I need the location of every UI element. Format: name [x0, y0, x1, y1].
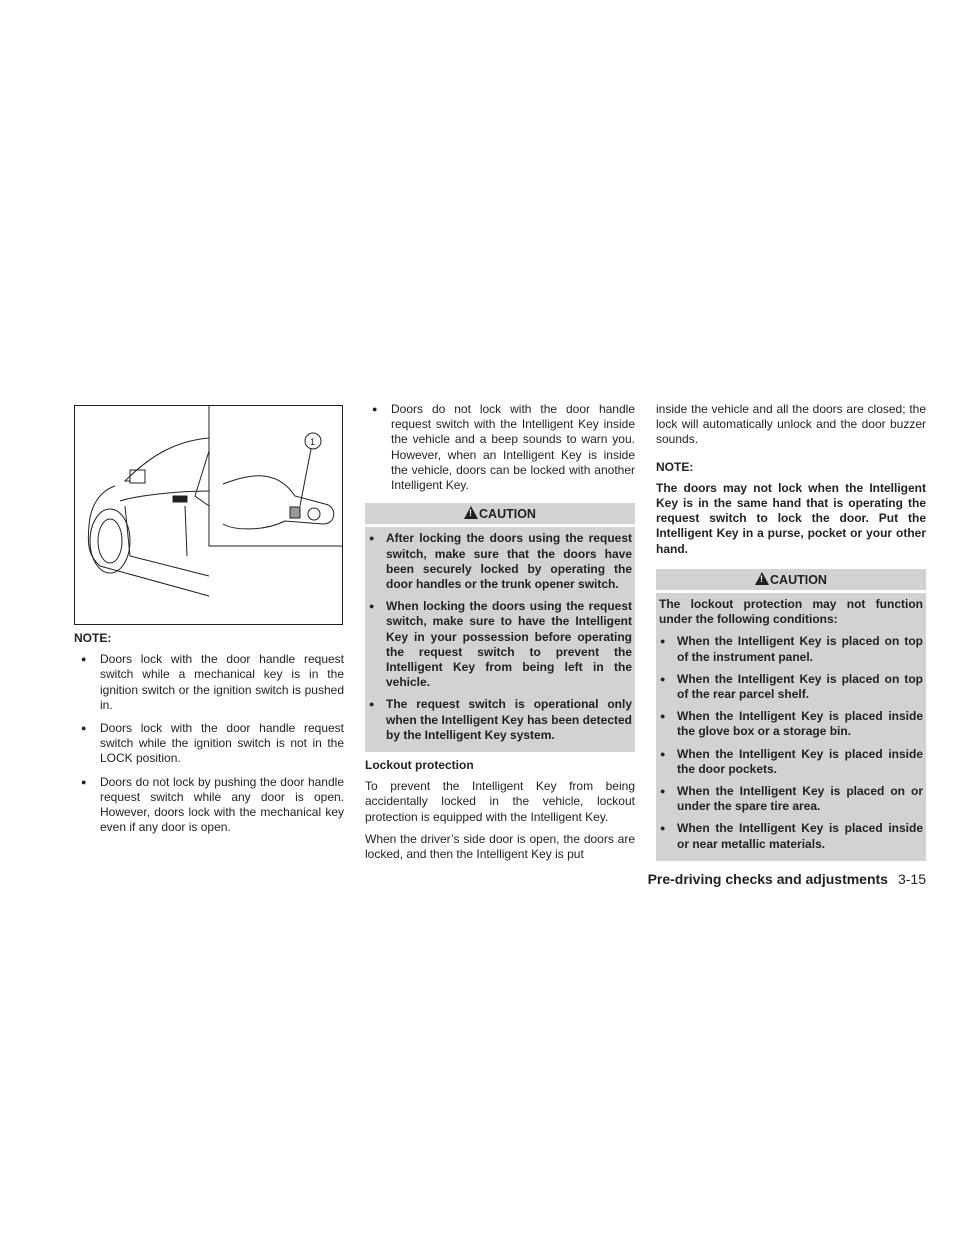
caution-item: ● When the Intelligent Key is placed inside the glove box or a storage bin. — [659, 709, 923, 739]
paragraph: inside the vehicle and all the doors are closed; the lock will automatically unlock and the door buzzer sounds. — [656, 402, 926, 447]
list-item: ● Doors do not lock with the door handle request switch with the Intelligent Key inside the vehicle and a beep sounds to warn you. However, when an Intelligent Key is inside the vehicle, doors can be locked with another Intelligent Key. — [365, 402, 635, 493]
caution-item: ● When the Intelligent Key is placed inside the door pockets. — [659, 747, 923, 777]
warning-triangle-icon — [464, 506, 478, 519]
list-item: ● Doors do not lock by pushing the door handle request switch while any door is open. However, doors lock with the mechanical key even if any door is open. — [74, 775, 344, 836]
caution-box — [365, 503, 635, 752]
note-text: The doors may not lock when the Intelligent Key is in the same hand that is operating the request switch to lock the door. Put the Intelligent Key in a purse, pocket or your other hand. — [656, 480, 926, 556]
caution-item: ● When locking the doors using the request switch, make sure to have the Intelligent Key in your possession before operating the request switch to prevent the Intelligent Key from being left in the vehicle. — [368, 599, 632, 690]
note-label: NOTE: — [656, 459, 694, 474]
caution-item: ● When the Intelligent Key is placed inside or near metallic materials. — [659, 821, 923, 851]
middle-column — [365, 402, 635, 869]
caution-box — [656, 569, 926, 861]
list-item: ● Doors lock with the door handle request switch while the ignition switch is not in the LOCK position. — [74, 721, 344, 767]
caution-header — [656, 569, 926, 593]
page-footer — [600, 872, 926, 887]
left-column — [74, 405, 344, 843]
paragraph: When the driver’s side door is open, the doors are locked, and then the Intelligent Key is put — [365, 831, 635, 862]
door-handle-illustration — [74, 405, 343, 625]
warning-triangle-icon — [755, 572, 769, 585]
section-title: Pre-driving checks and adjustments — [647, 871, 888, 887]
caution-header — [365, 503, 635, 527]
caution-item: ● When the Intelligent Key is placed on top of the instrument panel. — [659, 634, 923, 664]
caution-item: ● When the Intelligent Key is placed on top of the rear parcel shelf. — [659, 672, 923, 702]
caution-item: ● After locking the doors using the request switch, make sure that the doors have been securely locked by operating the door handles or the trunk opener switch. — [368, 531, 632, 592]
caution-title: CAUTION — [479, 507, 536, 522]
caution-item: ● When the Intelligent Key is placed on or under the spare tire area. — [659, 784, 923, 814]
caution-intro: The lockout protection may not function under the following conditions: — [659, 597, 923, 627]
paragraph: To prevent the Intelligent Key from being accidentally locked in the vehicle, lockout protection is equipped with the Intelligent Key. — [365, 779, 635, 824]
page-number: 3-15 — [897, 871, 926, 887]
callout-number: 1 — [310, 437, 316, 447]
right-column — [656, 402, 926, 861]
caution-title: CAUTION — [770, 572, 827, 587]
caution-item: ● The request switch is operational only when the Intelligent Key has been detected by the Intelligent Key system. — [368, 697, 632, 743]
list-item: ● Doors lock with the door handle request switch while a mechanical key is in the ignition switch or the ignition switch is pushed in. — [74, 652, 344, 713]
section-heading: Lockout protection — [365, 758, 474, 773]
note-label: NOTE: — [74, 631, 112, 645]
